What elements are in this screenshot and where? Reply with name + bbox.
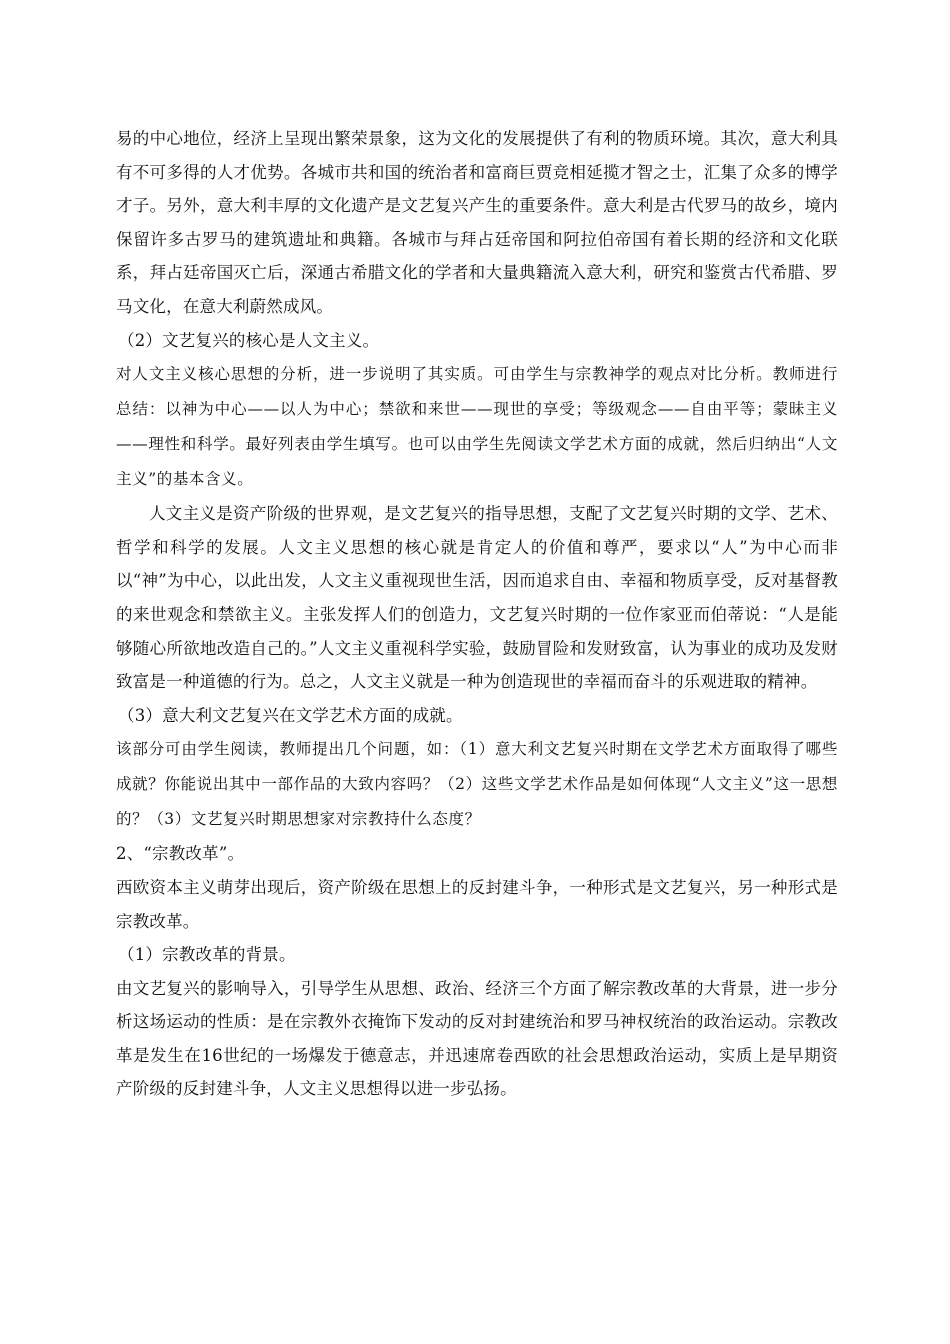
- paragraph-reformation-background: 由文艺复兴的影响导入，引导学生从思想、政治、经济三个方面了解宗教改革的大背景，进一步分析这场运动的性质：是在宗教外衣掩饰下发动的反对封建统治和罗马神权统治的政治运动。宗教改革是发生在16世纪的一场爆发于德意志，并迅速席卷西欧的社会思想政治运动，实质上是早期资产阶级的反封建斗争，人文主义思想得以进一步弘扬。: [116, 978, 838, 1099]
- paragraph-humanism-definition: 人文主义是资产阶级的世界观，是文艺复兴的指导思想，支配了文艺复兴时期的文学、艺术、哲学和科学的发展。人文主义思想的核心就是肯定人的价值和尊严，要求以“人”为中心而非以“神”为中心，以此出发，人文主义重视现世生活，因而追求自由、幸福和物质享受，反对基督教的来世观念和禁欲主义。主张发挥人们的创造力，文艺复兴时期的一位作家亚而伯蒂说：“人是能够随心所欲地改造自己的。”人文主义重视科学实验，鼓励冒险和发财致富，认为事业的成功及发财致富是一种道德的行为。总之，人文主义就是一种为创造现世的幸福而奋斗的乐观进取的精神。: [116, 504, 838, 692]
- paragraph-reformation-intro: 西欧资本主义萌芽出现后，资产阶级在思想上的反封建斗争，一种形式是文艺复兴，另一种形式是宗教改革。: [116, 877, 838, 931]
- heading-literature-art-achievements: （3）意大利文艺复兴在文学艺术方面的成就。: [118, 705, 463, 725]
- paragraph-italy-conditions: 易的中心地位，经济上呈现出繁荣景象，这为文化的发展提供了有利的物质环境。其次，意大利具有不可多得的人才优势。各城市共和国的统治者和富商巨贾竞相延揽才智之士，汇集了众多的博学才子。另外，意大利丰厚的文化遗产是文艺复兴产生的重要条件。意大利是古代罗马的故乡，境内保留许多古罗马的建筑遗址和典籍。各城市与拜占廷帝国和阿拉伯帝国有着长期的经济和文化联系，拜占廷帝国灭亡后，深通古希腊文化的学者和大量典籍流入意大利，研究和鉴赏古代希腊、罗马文化，在意大利蔚然成风。: [116, 129, 838, 316]
- heading-humanism-core: （2）文艺复兴的核心是人文主义。: [118, 330, 380, 350]
- paragraph-teaching-note-humanism: 对人文主义核心思想的分析，进一步说明了其实质。可由学生与宗教神学的观点对比分析。教师进行总结：以神为中心——以人为中心；禁欲和来世——现世的享受；等级观念——自由平等；蒙昧主义——理性和科学。最好列表由学生填写。也可以由学生先阅读文学艺术方面的成就，然后归纳出“人文主义”的基本含义。: [116, 365, 838, 489]
- heading-reformation-background: （1）宗教改革的背景。: [118, 945, 296, 965]
- paragraph-teaching-questions: 该部分可由学生阅读，教师提出几个问题，如：（1）意大利文艺复兴时期在文学艺术方面取得了哪些成就？你能说出其中一部作品的大致内容吗？（2）这些文学艺术作品是如何体现“人文主义”这一思想的？（3）文艺复兴时期思想家对宗教持什么态度？: [116, 740, 838, 829]
- heading-reformation: 2、“宗教改革”。: [116, 844, 245, 864]
- document-page: [116, 122, 838, 1106]
